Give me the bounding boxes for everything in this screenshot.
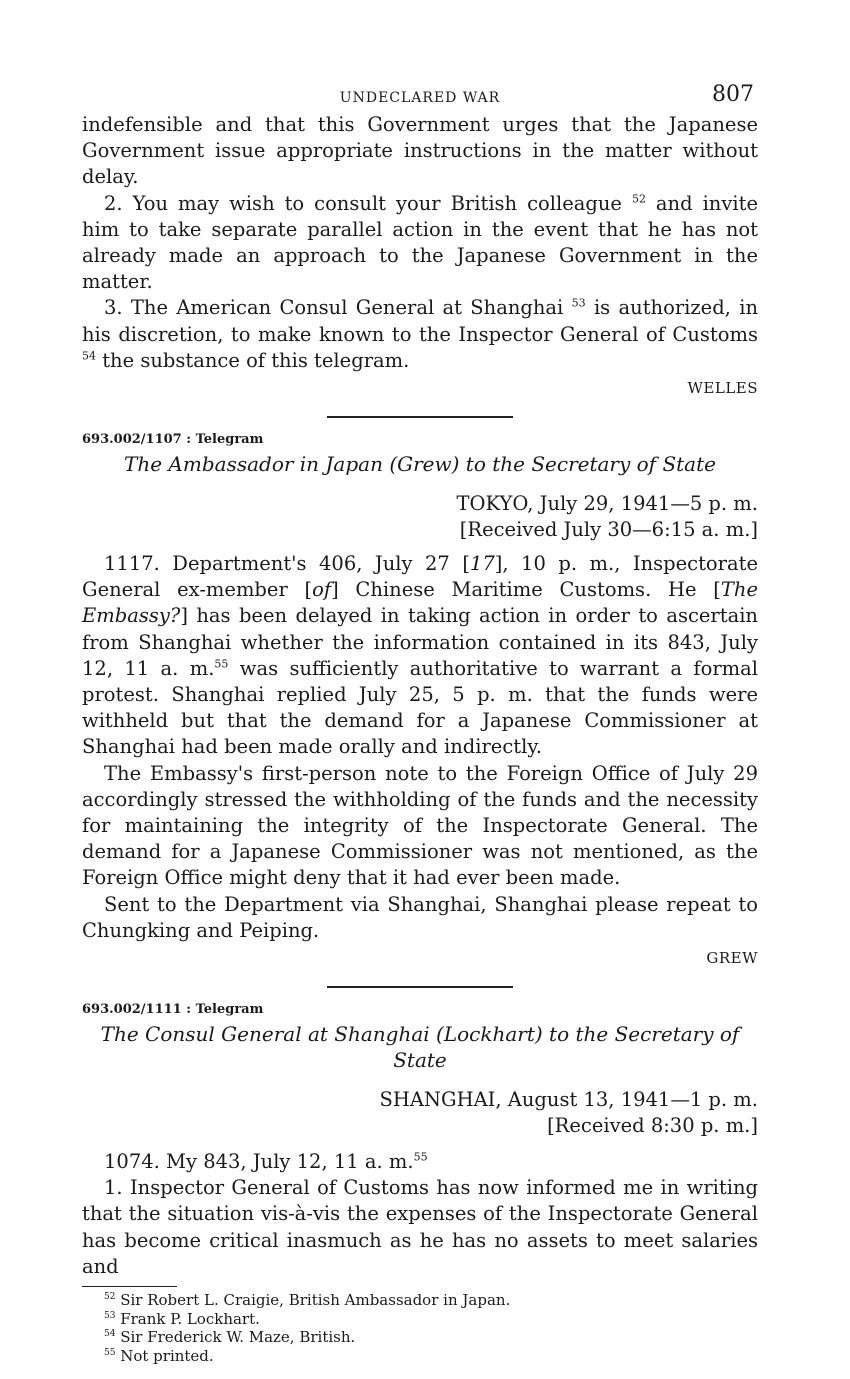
italic-text: 17 (469, 552, 495, 576)
footnote-number: 55 (104, 1347, 116, 1358)
running-title: UNDECLARED WAR (339, 90, 501, 106)
footnote-ref: 54 (82, 349, 96, 363)
footnote-ref: 55 (214, 657, 229, 671)
dateline (82, 1087, 758, 1113)
text: 2. You may wish to consult your British colleague (104, 191, 632, 215)
document-heading (82, 1021, 758, 1073)
heading-name: Grew (397, 452, 452, 477)
footnote-number: 52 (104, 1292, 116, 1303)
italic-text: The Embassy? (82, 578, 758, 628)
document-heading (82, 451, 758, 477)
footnote (104, 1328, 758, 1347)
section-divider (327, 416, 513, 418)
text: 1117. Department's 406, July 27 [ (104, 552, 470, 576)
document-page (82, 80, 758, 1365)
heading-name: Lockhart (443, 1022, 535, 1047)
paragraph (82, 551, 758, 761)
footnote-number: 53 (104, 1310, 116, 1321)
section-divider (327, 986, 513, 988)
text: ) to the Secretary of State (393, 1022, 740, 1073)
text: The Ambassador in Japan ( (124, 452, 398, 477)
footnote-text: Frank P. Lockhart. (115, 1309, 260, 1328)
footnote-ref: 52 (631, 192, 646, 206)
italic-text: of (312, 578, 332, 602)
file-reference: 693.002/1111 : Telegram (82, 1002, 264, 1018)
text: The Consul General at Shanghai ( (100, 1022, 444, 1047)
footnote (104, 1347, 758, 1366)
footnote-divider (82, 1286, 177, 1287)
footnotes (82, 1291, 758, 1365)
date: August 13, 1941—1 p. m. (501, 1088, 758, 1112)
footnote-ref: 53 (571, 296, 586, 310)
date: July 29, 1941—5 p. m. (533, 492, 758, 516)
text: ] Chinese Maritime Customs. He [ (331, 578, 721, 602)
paragraph: 1. Inspector General of Customs has now informed me in writing that the situation vis-à-vis the expenses of the Inspectorate General has become critical inasmuch as he has no assets to meet salaries and (82, 1176, 758, 1278)
footnote-ref: 55 (413, 1150, 428, 1164)
running-head (82, 80, 758, 112)
paragraph: The Embassy's first-person note to the Foreign Office of July 29 accordingly stressed the withholding of the funds and the necessity for maintaining the integrity of the Inspectorate General. The demand for a Japanese Commissioner was not mentioned, as the Foreign Office might deny that it had ever been made. (82, 761, 758, 890)
footnote-text: Sir Frederick W. Maze, British. (115, 1328, 356, 1347)
text: is authorized, in his discretion, to make known to the Inspector General of Customs (82, 296, 758, 346)
footnote (104, 1291, 758, 1310)
text: ] has been delayed in taking action in order to ascertain from Shanghai whether the information contained in its 843, July 12, 11 a. m. (82, 604, 758, 680)
text: ], 10 p. m., Inspectorate General ex-member [ (82, 552, 758, 602)
page-number: 807 (712, 82, 754, 107)
footnote-number: 54 (104, 1329, 116, 1340)
paragraph-3 (82, 295, 758, 374)
file-reference: 693.002/1107 : Telegram (82, 432, 264, 448)
paragraph (82, 1149, 758, 1175)
text: 3. The American Consul General at Shanghai (104, 296, 572, 320)
place: TOKYO, (456, 492, 534, 516)
paragraph: Sent to the Department via Shanghai, Shanghai please repeat to Chungking and Peiping. (82, 892, 758, 942)
text: and invite him to take separate parallel action in the event that he has not already made an approach to the Japanese Government in the matter. (82, 191, 758, 294)
received-line: [Received 8:30 p. m.] (547, 1114, 758, 1138)
footnote-text: Sir Robert L. Craigie, British Ambassador in Japan. (115, 1291, 511, 1310)
text: 1074. My 843, July 12, 11 a. m. (104, 1150, 414, 1174)
paragraph-continuation: indefensible and that this Government urges that the Japanese Government issue appropriate instructions in the matter without delay. (82, 113, 758, 189)
text: the substance of this telegram. (96, 348, 410, 372)
dateline (82, 491, 758, 517)
footnote-text: Not printed. (115, 1346, 214, 1365)
paragraph-2 (82, 191, 758, 296)
received-line: [Received July 30—6:15 a. m.] (459, 518, 758, 542)
text: was sufficiently authoritative to warrant a formal protest. Shanghai replied July 25, 5 p. m. that the funds were withheld but that the demand for a Japanese Commissioner at Shanghai had been made orally and indirectly. (82, 656, 758, 759)
signature-welles: WELLES (687, 379, 758, 398)
place: SHANGHAI, (379, 1088, 502, 1112)
text: ) to the Secretary of State (451, 452, 716, 477)
signature-grew: GREW (706, 949, 758, 968)
footnote (104, 1310, 758, 1329)
